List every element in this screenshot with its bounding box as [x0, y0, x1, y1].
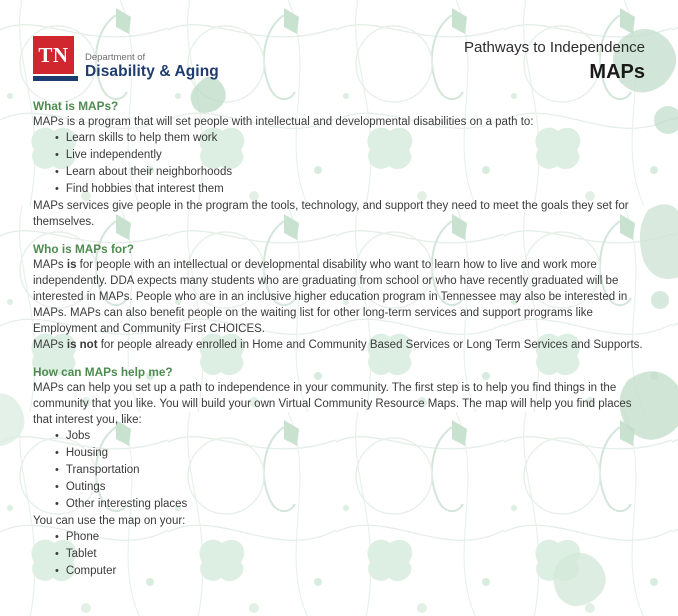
list-item: • Learn about their neighborhoods	[55, 164, 645, 181]
list-item: • Outings	[55, 479, 645, 496]
section-what-is-maps	[33, 98, 645, 230]
page-header	[0, 0, 678, 84]
list-item: • Learn skills to help them work	[55, 130, 645, 147]
how-help-intro: MAPs can help you set up a path to independence in your community. The first step is to help you find things in the community that you like. You will build your own Virtual Community Resource Maps. The map will help you find places that interest you, like:	[33, 382, 632, 426]
section-how-can-maps-help	[33, 364, 645, 580]
section-who-is-maps-for	[33, 241, 645, 353]
list-item: • Computer	[55, 563, 645, 580]
who-for-paragraph-1	[33, 257, 645, 337]
list-item: • Live independently	[55, 147, 645, 164]
list-item: • Other interesting places	[55, 496, 645, 513]
how-help-heading: How can MAPs help me?	[33, 365, 173, 379]
doc-title: Pathways to Independence	[464, 39, 645, 56]
who-for-p2-bold: is not	[66, 339, 98, 351]
what-is-intro: MAPs is a program that will set people with intellectual and developmental disabilities on a path to:	[33, 116, 534, 128]
document-body	[0, 84, 678, 580]
who-for-heading: Who is MAPs for?	[33, 242, 134, 256]
what-is-heading: What is MAPs?	[33, 99, 119, 113]
doc-subtitle: MAPs	[589, 61, 645, 83]
who-for-p2-pre: MAPs	[33, 339, 67, 351]
tn-logo-mark	[33, 36, 78, 81]
list-item: • Phone	[55, 529, 645, 546]
tn-logo-box	[33, 36, 74, 74]
list-item: • Transportation	[55, 462, 645, 479]
list-item: • Jobs	[55, 428, 645, 445]
who-for-p2-rest: for people already enrolled in Home and Community Based Services or Long Term Services and Supports.	[97, 339, 643, 351]
use-on-label: You can use the map on your:	[33, 515, 186, 527]
tn-logo-underline-bar	[33, 76, 78, 81]
logo-department-of: Department of	[85, 52, 146, 63]
who-for-paragraph-2	[33, 337, 645, 353]
list-item: • Housing	[55, 445, 645, 462]
document-titles	[464, 36, 645, 84]
logo-text	[85, 52, 219, 81]
who-for-p1-bold: is	[66, 259, 77, 271]
what-is-bullet-list	[33, 130, 645, 198]
list-item: • Find hobbies that interest them	[55, 181, 645, 198]
who-for-p1-pre: MAPs	[33, 259, 67, 271]
logo-agency-name: Disability & Aging	[85, 63, 219, 80]
tn-dda-logo	[33, 36, 219, 81]
what-is-services-paragraph: MAPs services give people in the program the tools, technology, and support they need to meet the goals they set for themselves.	[33, 200, 629, 228]
list-item: • Tablet	[55, 546, 645, 563]
devices-bullet-list	[33, 529, 645, 580]
tn-logo-letters: TN	[38, 42, 69, 67]
who-for-p1-rest: for people with an intellectual or developmental disability who want to learn how to live and work more independently. DDA expects many students who are graduating from school or who have recently graduated will be interested in MAPs. People who are in an inclusive higher education program in Tennessee may also be interested in MAPs. MAPs can also benefit people on the waiting list for other long-term services and support programs like Employment and Community First CHOICES.	[33, 259, 628, 335]
how-help-bullet-list	[33, 428, 645, 513]
